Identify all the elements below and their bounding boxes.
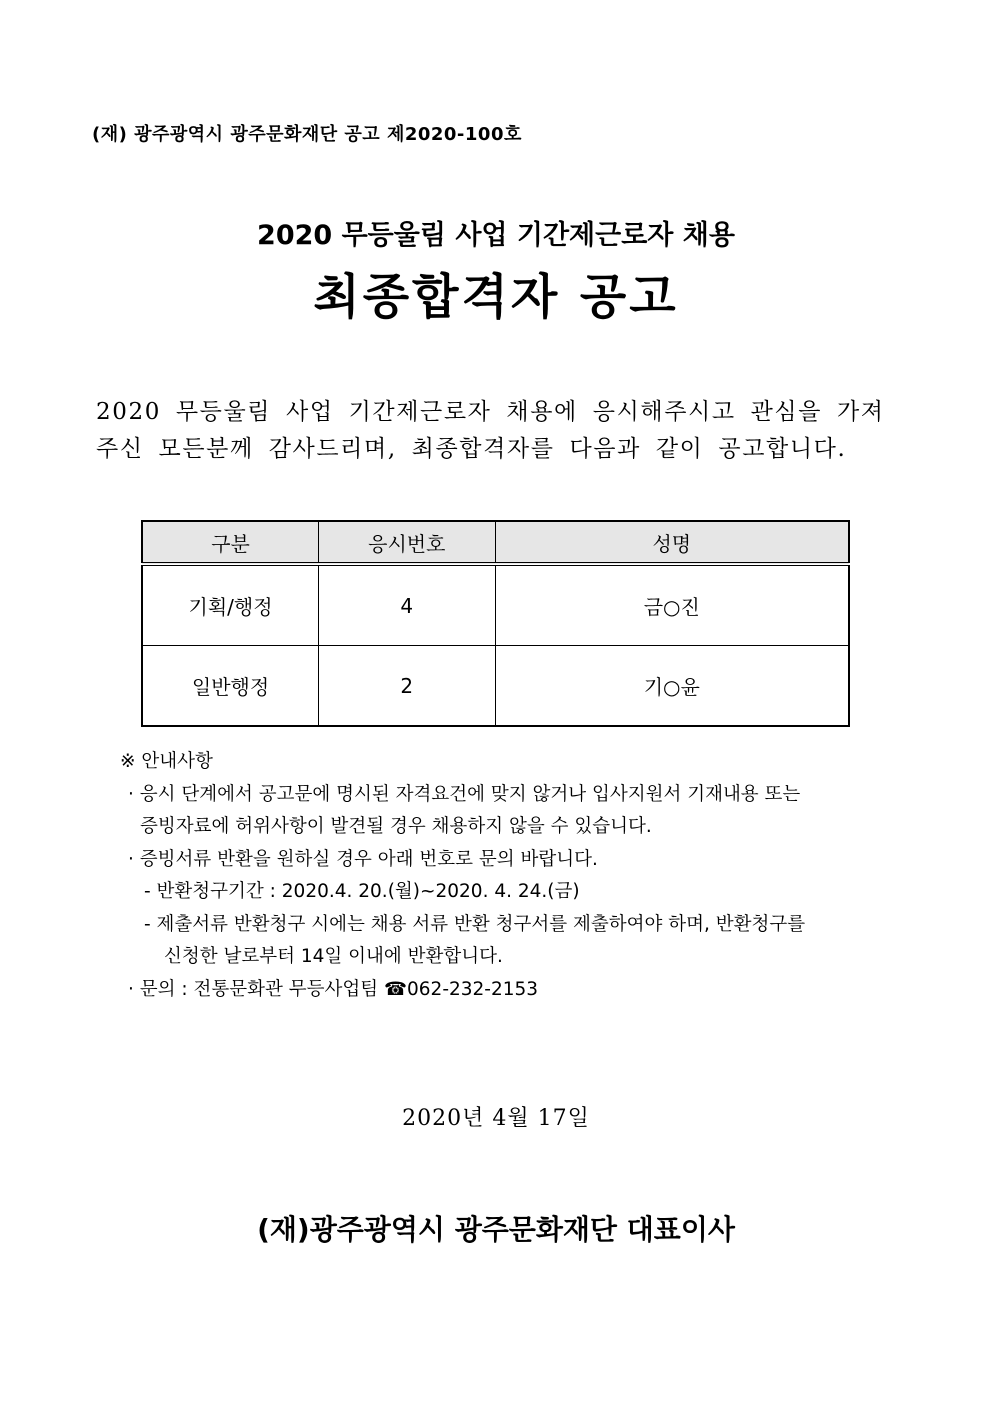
guide-section [120, 746, 900, 1006]
cell-category: 기획/행정 [142, 564, 319, 646]
cell-applicant-number: 4 [319, 564, 496, 646]
table-row [142, 646, 849, 727]
guide-subitem-continued: 신청한 날로부터 14일 이내에 반환합니다. [164, 946, 503, 967]
issue-date: 2020년 4월 17일 [402, 1106, 590, 1131]
column-header-applicant-number: 응시번호 [319, 521, 496, 564]
document-subtitle: 2020 무등울림 사업 기간제근로자 채용 [257, 220, 735, 251]
column-header-name: 성명 [495, 521, 849, 564]
table-row [142, 564, 849, 646]
guide-item: · 증빙서류 반환을 원하실 경우 아래 번호로 문의 바랍니다. [128, 848, 598, 870]
issuer-signature: (재)광주광역시 광주문화재단 대표이사 [257, 1213, 735, 1246]
cell-name: 기○윤 [495, 646, 849, 727]
table-header-row [142, 521, 849, 564]
notice-number: (재) 광주광역시 광주문화재단 공고 제2020-100호 [92, 124, 522, 145]
document-title: 최종합격자 공고 [313, 269, 679, 325]
guide-subitem: - 제출서류 반환청구 시에는 채용 서류 반환 청구서를 제출하여야 하며, 반환청구를 [144, 913, 806, 935]
column-header-category: 구분 [142, 521, 319, 564]
intro-paragraph [96, 394, 896, 468]
cell-applicant-number: 2 [319, 646, 496, 727]
guide-subitem: - 반환청구기간 : 2020.4. 20.(월)~2020. 4. 24.(금) [144, 881, 580, 902]
cell-name: 금○진 [495, 564, 849, 646]
guide-item-continued: 증빙자료에 허위사항이 발견될 경우 채용하지 않을 수 있습니다. [140, 816, 652, 837]
result-table [141, 520, 850, 727]
guide-item-contact: · 문의 : 전통문화관 무등사업팀 ☎062-232-2153 [128, 978, 539, 1000]
guide-heading: ※ 안내사항 [120, 751, 213, 772]
guide-item: · 응시 단계에서 공고문에 명시된 자격요건에 맞지 않거나 입사지원서 기재내용 또는 [128, 783, 801, 805]
intro-line: 주신 모든분께 감사드리며, 최종합격자를 다음과 같이 공고합니다. [96, 436, 847, 462]
intro-line: 2020 무등울림 사업 기간제근로자 채용에 응시해주시고 관심을 가져 [96, 399, 885, 425]
cell-category: 일반행정 [142, 646, 319, 727]
